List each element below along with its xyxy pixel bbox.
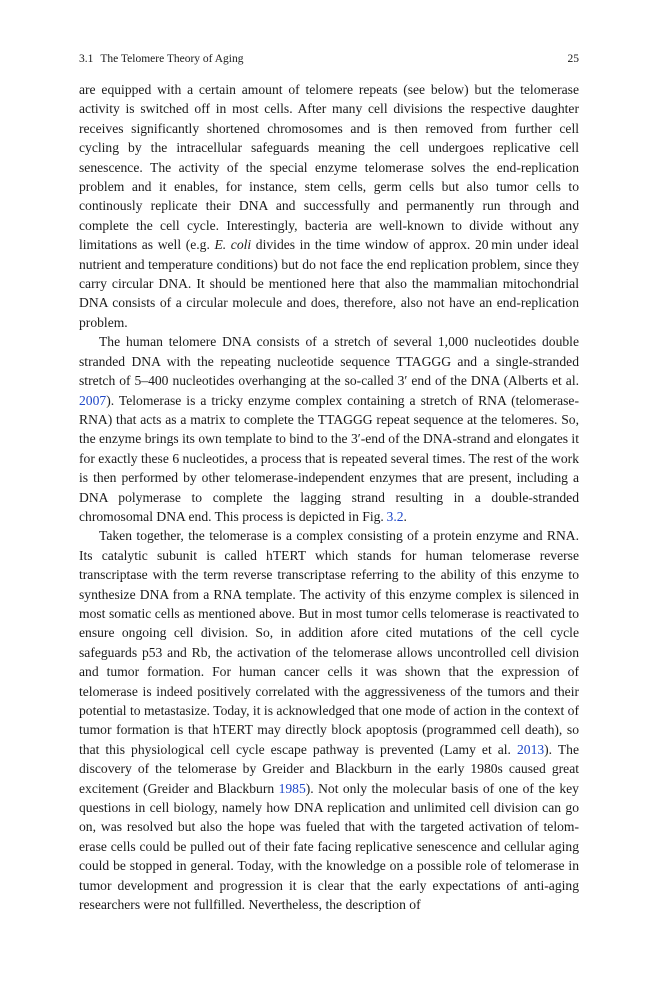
document-page [79,0,579,1000]
paragraph-continuation [79,80,579,332]
paragraph-telomerase-complex [79,526,579,914]
italic-species-name: E. coli [214,237,252,253]
text-run: The human telomere DNA consists of a stretch of several 1,000 nucleotides double stranded DNA with the repeating nucleotide sequence TTAGGG and a single-stranded stretch of 5–400 nucleotides overhanging at the so-called 3′ end of the DNA (Alberts et al. [79,334,579,389]
text-run: . [403,508,407,524]
text-run: Taken together, the telomerase is a complex consisting of a protein enzyme and RNA. Its catalytic subunit is called hTERT which stands for human telomerase reverse transcriptase with the term reverse transcriptase referring to the ability of this enzyme to synthesize DNA from a RNA template. The activity of this enzyme complex is silenced in most somatic cells as mentioned above. But in most tumor cells telomerase is reactivated to ensure ongoing cell division. So, in addition afore cited mutations of the cell cycle safeguards p53 and Rb, the activation of the telomerase allows uncontrolled cell division and tumor formation. For human cancer cells it was shown that the expression of telomerase is indeed positively correlated with the aggressiveness of the tumors and their potential to metastasize. Today, it is acknowledged that one mode of action in the context of tumor formation is that hTERT may directly block apoptosis (programmed cell death), so that this physiological cell cycle escape pathway is prevented (Lamy et al. [79,528,579,757]
section-number: 3.1 [79,53,94,65]
text-run: ). Telomerase is a tricky enzyme complex containing a stretch of RNA (telomerase-RNA) that acts as a matrix to complete the TTAGGG repeat sequence at the telomeres. So, the enzyme brings its own template to bind to the 3′-end of the DNA-strand and elongates it for exactly these 6 nucleotides, a process that is repeated several times. The rest of the work is then performed by other telomerase-independent enzymes that are present, including a DNA polymerase to complete the lagging strand resulting in a double-stranded chromosomal DNA end. This process is depicted in Fig. [79,392,579,524]
citation-link-alberts-2007[interactable]: 2007 [79,392,107,408]
paragraph-telomere-dna [79,332,579,526]
text-run: divides in the time window of approx. 20 min under ideal nutrient and temperature conditions) but do not face the end replication problem, since they carry circular DNA. It should be mentioned here that also the mammalian mitochondrial DNA consists of a circular molecule and does, therefore, also not have an end-replication problem. [79,237,579,330]
text-run: are equipped with a certain amount of telomere repeats (see below) but the telomerase activity is switched off in most cells. After many cell divisions the respective daughter receives significantly shortened chromosomes and is then removed from further cell cycling by the intracellular safeguards meaning the cell undergoes replicative cell senescence. The activity of the special enzyme telomerase solves the end-replication problem and it enables, for instance, stem cells, germ cells but also tumor cells to continously replicate their DNA and successfully and permanently run through and complete the cell cycle. Interestingly, bacteria are well-known to divide without any limitations as well (e.g. [79,82,579,253]
text-run: ). The discovery of the telomerase by Greider and Blackburn in the early 1980s caused great excitement (Greider and Blackburn [79,741,579,796]
page-number: 25 [567,53,579,65]
section-title: The Telomere Theory of Aging [100,53,244,65]
text-run: ). Not only the molecular basis of one of the key questions in cell biology, namely how DNA replication and unlimited cell division can go on, was resolved but also the hope was fueled that with the targeted activation of telomerase cells could be pulled out of their fate facing replicative senescence and cellular aging could be stopped in general. Today, with the knowledge on a possible role of telomerase in tumor development and progression it is clear that the early expectations of anti-aging researchers were not fullfilled. Nevertheless, the description of [79,780,579,913]
section-heading [79,51,244,67]
citation-link-lamy-2013[interactable]: 2013 [516,741,545,757]
figure-link-3-2[interactable]: 3.2 [386,508,404,524]
citation-link-greider-1985[interactable]: 1985 [278,780,306,796]
running-header [79,51,579,67]
body-text [79,80,579,914]
